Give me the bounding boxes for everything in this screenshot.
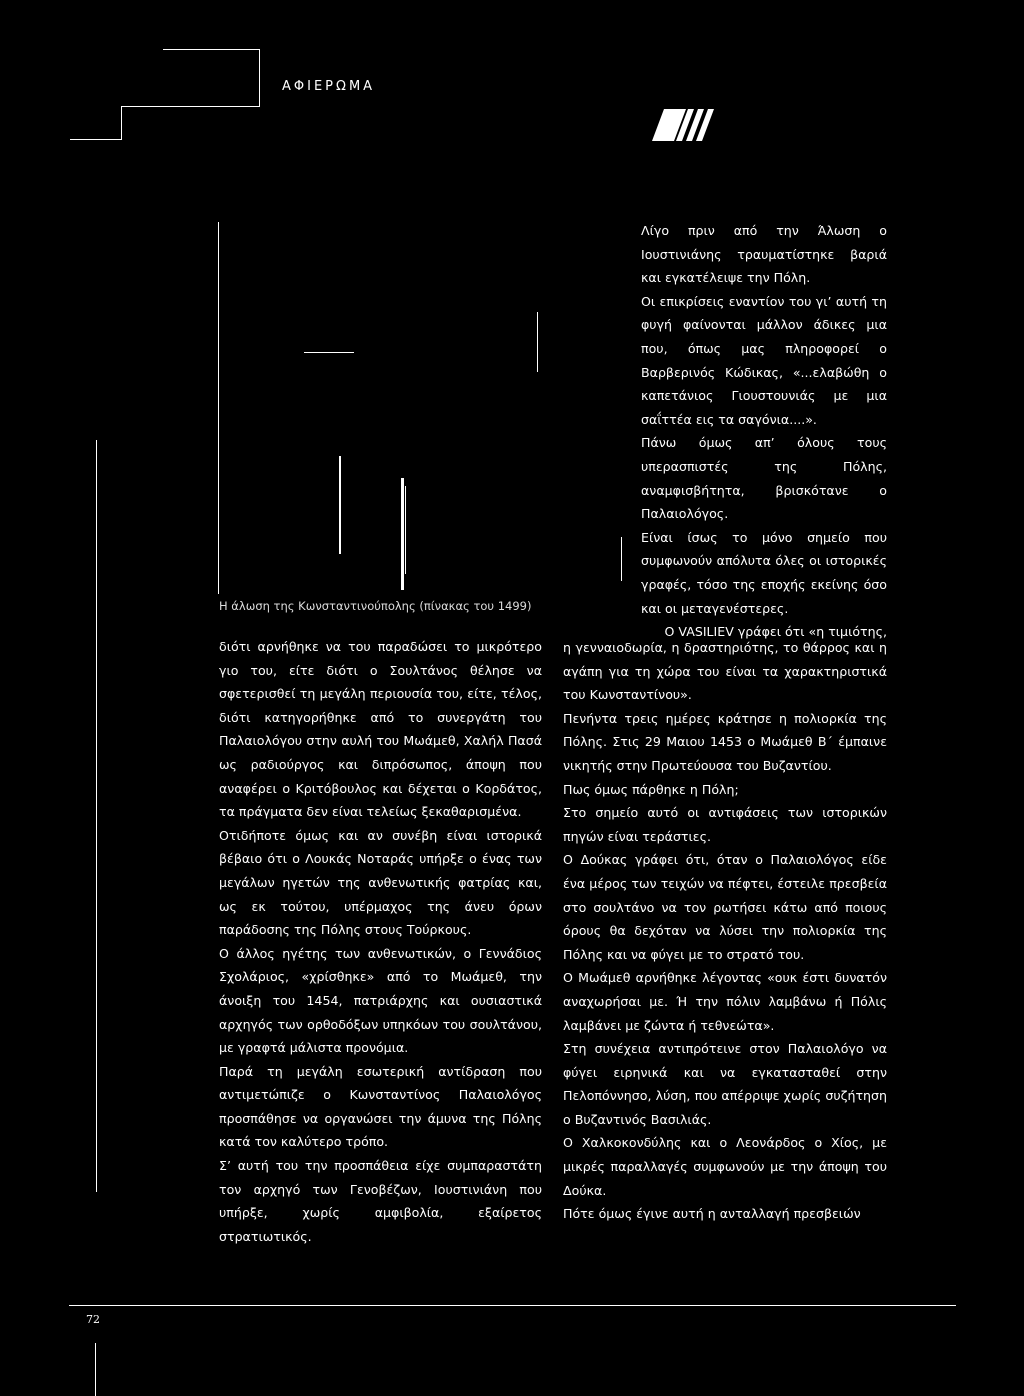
page-number: 72: [86, 1313, 100, 1326]
paragraph: Ο VASILIEV γράφει ότι «η τιμιότης,: [664, 624, 887, 640]
right-column-top: [641, 219, 887, 644]
paragraph: Λίγο πριν από την Άλωση ο Ιουστινιάνης τραυματίστηκε βαριά και εγκατέλειψε την Πόλη.: [641, 223, 887, 286]
header-frame-line: [163, 49, 260, 50]
paragraph: Στο σημείο αυτό οι αντιφάσεις των ιστορικών πηγών είναι τεράστιες.: [563, 805, 887, 844]
paragraph: Παρά τη μεγάλη εσωτερική αντίδραση που αντιμετώπιζε ο Κωνσταντίνος Παλαιολόγος προσπάθησε να οργανώσει την άμυνα της Πόλης κατά τον καλύτερο τρόπο.: [219, 1063, 542, 1150]
paragraph: Στη συνέχεια αντιπρότεινε στον Παλαιολόγο να φύγει ειρηνικά και να εγκατασταθεί στην Πελοπόννησο, λύση, που απέρριψε χωρίς συζήτηση ο Βυζαντινός Βασιλιάς.: [563, 1041, 887, 1127]
section-label: ΑΦΙΕΡΩΜΑ: [282, 79, 376, 94]
paragraph: Πως όμως πάρθηκε η Πόλη;: [563, 781, 739, 797]
left-column: [219, 635, 542, 1248]
header-frame-line: [121, 106, 122, 140]
figure-mark: [339, 456, 341, 554]
figure-mark: [405, 486, 406, 574]
header-frame-line: [259, 49, 260, 107]
paragraph: Οτιδήποτε όμως και αν συνέβη είναι ιστορικά βέβαιο ότι ο Λουκάς Νοταράς υπήρξε ο ένας των μεγάλων ηγετών της ανθενωτικής φατρίας και, ως εκ τούτου, υπέρμαχος της άνευ όρων παράδοσης της Πόλης στους Τούρκους.: [219, 827, 542, 938]
column-divider: [621, 537, 622, 581]
slashes-logo-icon: [652, 107, 716, 143]
footer-rule: [69, 1305, 956, 1306]
paragraph: η γενναιοδωρία, η δραστηριότης, το θάρρος και η αγάπη για τη χώρα του είναι τα χαρακτηριστικά του Κωνσταντίνου».: [563, 640, 887, 703]
paragraph: Οι επικρίσεις εναντίον του γι’ αυτή τη φυγή φαίνονται μάλλον άδικες μια που, όπως μας πληροφορεί ο Βαρβερινός Κώδικας, «...ελαβώθη ο καπετάνιος Γιουστουνιάς με μια σαΐττέα εις τα σαγόνια....».: [641, 293, 887, 427]
figure-image: [218, 222, 548, 592]
paragraph: Σ’ αυτή του την προσπάθεια είχε συμπαραστάτη τον αρχηγό των Γενοβέζων, Ιουστινιάνη που υπήρξε, χωρίς αμφιβολία, εξαίρετος στρατιωτικός.: [219, 1158, 542, 1244]
header-frame-line: [70, 139, 122, 140]
paragraph: Ο Χαλκοκονδύλης και ο Λεονάρδος ο Χίος, με μικρές παραλλαγές συμφωνούν με την άποψη του Δούκα.: [563, 1135, 887, 1198]
vertical-section-title: [76, 200, 116, 430]
vertical-title-rule: [96, 440, 97, 1192]
paragraph: Πενήντα τρεις ημέρες κράτησε η πολιορκία της Πόλης. Στις 29 Μαιου 1453 ο Μωάμεθ Β΄ έμπαινε νικητής στην Πρωτεύουσα του Βυζαντίου.: [563, 710, 887, 773]
paragraph: Πότε όμως έγινε αυτή η ανταλλαγή πρεσβειών: [563, 1206, 861, 1222]
figure-mark: [401, 478, 404, 590]
figure-mark: [218, 222, 219, 594]
paragraph: Ο Δούκας γράφει ότι, όταν ο Παλαιολόγος είδε ένα μέρος των τειχών να πέφτει, έστειλε πρεσβεία στο σουλτάνο να τον ρωτήσει κάτω από ποιους όρους θα δεχόταν να λύσει την πολιορκία της Πόλης και να φύγει με το στρατό του.: [563, 852, 887, 962]
paragraph: Ο Μωάμεθ αρνήθηκε λέγοντας «ουκ έστι δυνατόν αναχωρήσαι με. Ή την πόλιν λαμβάνω ή Πόλις λαμβάνει με ζώντα ή τεθνεώτα».: [563, 970, 887, 1033]
paragraph: διότι αρνήθηκε να του παραδώσει το μικρότερο γιο του, είτε διότι ο Σουλτάνος θέλησε να σφετερισθεί τη μεγάλη περιουσία του, είτε, τέλος, διότι κατηγορήθηκε από το συνεργάτη του Παλαιολόγου στην αυλή του Μωάμεθ, Χαλήλ Πασά ως ραδιούργος και διπρόσωπος, άποψη που αναφέρει ο Κριτόβουλος και δέχεται ο Κορδάτος, τα πράγματα δεν είναι τελείως ξεκαθαρισμένα.: [219, 639, 542, 820]
header-frame-line: [121, 106, 260, 107]
footer-vertical-rule: [95, 1343, 96, 1396]
paragraph: Ο άλλος ηγέτης των ανθενωτικών, ο Γεννάδιος Σχολάριος, «χρίσθηκε» από το Μωάμεθ, την άνοιξη του 1454, πατριάρχης και ουσιαστικά αρχηγός των ορθοδόξων υπηκόων του σουλτάνου, με γραφτά μάλιστα προνόμια.: [219, 945, 542, 1056]
figure-caption: Η άλωση της Κωνσταντινούπολης (πίνακας του 1499): [219, 599, 532, 613]
right-column-bottom: [563, 636, 887, 1226]
figure-mark: [304, 352, 354, 353]
figure-mark: [537, 312, 538, 372]
paragraph: Είναι ίσως το μόνο σημείο που συμφωνούν απόλυτα όλες οι ιστορικές γραφές, τόσο της εποχής εκείνης όσο και οι μεταγενέστερες.: [641, 529, 887, 616]
paragraph: Πάνω όμως απ’ όλους τους υπερασπιστές της Πόλης, αναμφισβήτητα, βρισκότανε ο Παλαιολόγος.: [641, 435, 887, 522]
